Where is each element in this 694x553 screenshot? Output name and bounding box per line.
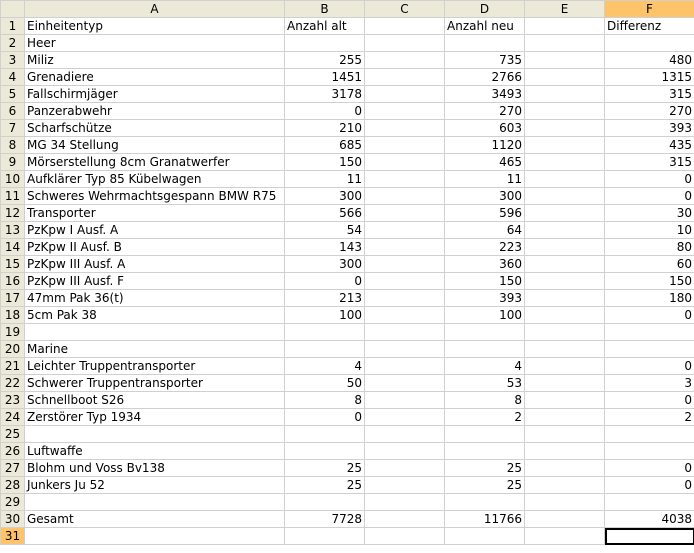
cell-b[interactable]: 54 xyxy=(285,222,365,239)
cell-b[interactable] xyxy=(285,426,365,443)
table-row xyxy=(1,188,694,205)
row-header[interactable]: 8 xyxy=(1,137,25,154)
row-header[interactable]: 7 xyxy=(1,120,25,137)
cell-d[interactable]: 393 xyxy=(445,290,525,307)
cell-f[interactable]: 393 xyxy=(605,120,694,137)
cell-f[interactable] xyxy=(605,443,694,460)
cell-d[interactable]: 25 xyxy=(445,460,525,477)
row-header[interactable]: 25 xyxy=(1,426,25,443)
table-row xyxy=(1,52,694,69)
cell-a[interactable]: Miliz xyxy=(25,52,285,69)
cell-a[interactable]: Einheitentyp xyxy=(25,18,285,35)
cell-a[interactable]: Schwerer Truppentransporter xyxy=(25,375,285,392)
cell-e[interactable] xyxy=(525,256,605,273)
table-row xyxy=(1,273,694,290)
row-header[interactable]: 6 xyxy=(1,103,25,120)
table-row xyxy=(1,205,694,222)
cell-e[interactable] xyxy=(525,188,605,205)
cell-f[interactable]: 0 xyxy=(605,358,694,375)
cell-b[interactable]: 25 xyxy=(285,477,365,494)
column-header-row xyxy=(1,1,694,18)
cell-e[interactable] xyxy=(525,324,605,341)
table-row xyxy=(1,443,694,460)
cell-d[interactable]: 4 xyxy=(445,358,525,375)
cell-b[interactable]: 566 xyxy=(285,205,365,222)
cell-d[interactable]: 2766 xyxy=(445,69,525,86)
cell-f[interactable]: 435 xyxy=(605,137,694,154)
table-row xyxy=(1,154,694,171)
cell-f[interactable]: 0 xyxy=(605,307,694,324)
cell-a[interactable] xyxy=(25,426,285,443)
cell-e[interactable] xyxy=(525,494,605,511)
cell-d[interactable]: 11766 xyxy=(445,511,525,528)
row-header[interactable]: 20 xyxy=(1,341,25,358)
cell-f[interactable]: 0 xyxy=(605,171,694,188)
cell-b[interactable]: 11 xyxy=(285,171,365,188)
row-header[interactable]: 19 xyxy=(1,324,25,341)
cell-e[interactable] xyxy=(525,18,605,35)
cell-d[interactable]: 3493 xyxy=(445,86,525,103)
table-row xyxy=(1,494,694,511)
cell-c[interactable] xyxy=(365,358,445,375)
cell-b[interactable] xyxy=(285,494,365,511)
cell-f[interactable]: 0 xyxy=(605,188,694,205)
cell-e[interactable] xyxy=(525,239,605,256)
table-row xyxy=(1,86,694,103)
row-header[interactable]: 22 xyxy=(1,375,25,392)
cell-d[interactable]: Anzahl neu xyxy=(445,18,525,35)
cell-f[interactable]: 0 xyxy=(605,460,694,477)
row-header[interactable]: 30 xyxy=(1,511,25,528)
row-header[interactable]: 31 xyxy=(1,528,25,545)
cell-b[interactable]: 100 xyxy=(285,307,365,324)
cell-b[interactable]: 3178 xyxy=(285,86,365,103)
cell-e[interactable] xyxy=(525,528,605,545)
cell-a[interactable]: Transporter xyxy=(25,205,285,222)
table-row xyxy=(1,222,694,239)
cell-a[interactable]: MG 34 Stellung xyxy=(25,137,285,154)
cell-b[interactable]: 0 xyxy=(285,409,365,426)
cell-d[interactable]: 300 xyxy=(445,188,525,205)
cell-b[interactable]: 0 xyxy=(285,273,365,290)
cell-b[interactable]: 255 xyxy=(285,52,365,69)
table-row xyxy=(1,137,694,154)
cell-b[interactable]: 150 xyxy=(285,154,365,171)
cell-c[interactable] xyxy=(365,69,445,86)
cell-c[interactable] xyxy=(365,511,445,528)
row-header[interactable]: 16 xyxy=(1,273,25,290)
cell-e[interactable] xyxy=(525,273,605,290)
cell-e[interactable] xyxy=(525,103,605,120)
cell-b[interactable]: 4 xyxy=(285,358,365,375)
row-header[interactable]: 29 xyxy=(1,494,25,511)
cell-c[interactable] xyxy=(365,307,445,324)
table-row xyxy=(1,392,694,409)
cell-b[interactable]: 210 xyxy=(285,120,365,137)
cell-c[interactable] xyxy=(365,528,445,545)
cell-e[interactable] xyxy=(525,35,605,52)
cell-a[interactable]: Zerstörer Typ 1934 xyxy=(25,409,285,426)
cell-f[interactable] xyxy=(605,35,694,52)
table-row xyxy=(1,511,694,528)
cell-c[interactable] xyxy=(365,18,445,35)
table-row xyxy=(1,307,694,324)
row-header[interactable]: 11 xyxy=(1,188,25,205)
row-header[interactable]: 14 xyxy=(1,239,25,256)
table-row xyxy=(1,69,694,86)
cell-f[interactable]: 180 xyxy=(605,290,694,307)
cell-c[interactable] xyxy=(365,103,445,120)
cell-a[interactable]: PzKpw I Ausf. A xyxy=(25,222,285,239)
cell-a[interactable]: Grenadiere xyxy=(25,69,285,86)
column-header-c[interactable]: C xyxy=(365,1,445,18)
row-header[interactable]: 2 xyxy=(1,35,25,52)
cell-c[interactable] xyxy=(365,137,445,154)
table-row xyxy=(1,324,694,341)
cell-b[interactable] xyxy=(285,528,365,545)
cell-f[interactable]: 480 xyxy=(605,52,694,69)
row-header[interactable]: 27 xyxy=(1,460,25,477)
cell-b[interactable]: 1451 xyxy=(285,69,365,86)
cell-c[interactable] xyxy=(365,477,445,494)
cell-a[interactable] xyxy=(25,494,285,511)
cell-e[interactable] xyxy=(525,154,605,171)
cell-b[interactable] xyxy=(285,443,365,460)
cell-a[interactable]: PzKpw III Ausf. F xyxy=(25,273,285,290)
cell-d[interactable]: 25 xyxy=(445,477,525,494)
row-header[interactable]: 17 xyxy=(1,290,25,307)
cell-c[interactable] xyxy=(365,409,445,426)
cell-d[interactable] xyxy=(445,426,525,443)
cell-c[interactable] xyxy=(365,375,445,392)
cell-a[interactable]: Gesamt xyxy=(25,511,285,528)
cell-e[interactable] xyxy=(525,443,605,460)
cell-d[interactable]: 465 xyxy=(445,154,525,171)
cell-e[interactable] xyxy=(525,460,605,477)
cell-c[interactable] xyxy=(365,188,445,205)
cell-f[interactable]: 30 xyxy=(605,205,694,222)
cell-a[interactable] xyxy=(25,324,285,341)
cell-c[interactable] xyxy=(365,290,445,307)
row-header[interactable]: 13 xyxy=(1,222,25,239)
cell-a[interactable]: Panzerabwehr xyxy=(25,103,285,120)
cell-b[interactable]: 25 xyxy=(285,460,365,477)
cell-b[interactable]: 0 xyxy=(285,103,365,120)
row-header[interactable]: 26 xyxy=(1,443,25,460)
cell-a[interactable]: Schweres Wehrmachtsgespann BMW R75 xyxy=(25,188,285,205)
cell-e[interactable] xyxy=(525,52,605,69)
cell-a[interactable]: Marine xyxy=(25,341,285,358)
table-row xyxy=(1,375,694,392)
cell-d[interactable]: 270 xyxy=(445,103,525,120)
row-header[interactable]: 23 xyxy=(1,392,25,409)
cell-e[interactable] xyxy=(525,358,605,375)
cell-b[interactable]: Anzahl alt xyxy=(285,18,365,35)
cell-d[interactable] xyxy=(445,324,525,341)
table-row xyxy=(1,477,694,494)
cell-c[interactable] xyxy=(365,120,445,137)
cell-f[interactable]: 1315 xyxy=(605,69,694,86)
table-row xyxy=(1,120,694,137)
table-row xyxy=(1,358,694,375)
grid-body xyxy=(1,18,694,545)
row-header[interactable]: 1 xyxy=(1,18,25,35)
cell-a[interactable]: Mörserstellung 8cm Granatwerfer xyxy=(25,154,285,171)
cell-e[interactable] xyxy=(525,511,605,528)
select-all-corner[interactable] xyxy=(1,1,25,18)
row-header[interactable]: 4 xyxy=(1,69,25,86)
cell-d[interactable] xyxy=(445,528,525,545)
cell-b[interactable]: 213 xyxy=(285,290,365,307)
cell-c[interactable] xyxy=(365,460,445,477)
cell-d[interactable] xyxy=(445,35,525,52)
cell-b[interactable]: 143 xyxy=(285,239,365,256)
cell-f[interactable]: 0 xyxy=(605,392,694,409)
cell-a[interactable]: Fallschirmjäger xyxy=(25,86,285,103)
cell-c[interactable] xyxy=(365,52,445,69)
table-row xyxy=(1,409,694,426)
cell-b[interactable] xyxy=(285,35,365,52)
cell-f[interactable]: 60 xyxy=(605,256,694,273)
cell-f[interactable]: 150 xyxy=(605,273,694,290)
table-row xyxy=(1,35,694,52)
cell-b[interactable] xyxy=(285,341,365,358)
table-row xyxy=(1,460,694,477)
cell-b[interactable]: 300 xyxy=(285,188,365,205)
table-row xyxy=(1,290,694,307)
cell-f[interactable] xyxy=(605,494,694,511)
row-header[interactable]: 18 xyxy=(1,307,25,324)
column-header-f[interactable]: F xyxy=(605,1,694,18)
cell-e[interactable] xyxy=(525,120,605,137)
row-header[interactable]: 24 xyxy=(1,409,25,426)
cell-a[interactable]: Leichter Truppentransporter xyxy=(25,358,285,375)
cell-a[interactable] xyxy=(25,528,285,545)
row-header[interactable]: 21 xyxy=(1,358,25,375)
cell-e[interactable] xyxy=(525,392,605,409)
cell-a[interactable]: Blohm und Voss Bv138 xyxy=(25,460,285,477)
row-header[interactable]: 12 xyxy=(1,205,25,222)
cell-a[interactable]: 5cm Pak 38 xyxy=(25,307,285,324)
cell-a[interactable]: Schnellboot S26 xyxy=(25,392,285,409)
row-header[interactable]: 28 xyxy=(1,477,25,494)
cell-c[interactable] xyxy=(365,426,445,443)
cell-d[interactable]: 100 xyxy=(445,307,525,324)
cell-c[interactable] xyxy=(365,239,445,256)
cell-f[interactable]: 3 xyxy=(605,375,694,392)
cell-f[interactable]: 315 xyxy=(605,154,694,171)
table-row xyxy=(1,256,694,273)
cell-c[interactable] xyxy=(365,35,445,52)
cell-d[interactable]: 596 xyxy=(445,205,525,222)
cell-e[interactable] xyxy=(525,171,605,188)
cell-d[interactable] xyxy=(445,443,525,460)
cell-e[interactable] xyxy=(525,409,605,426)
cell-d[interactable]: 64 xyxy=(445,222,525,239)
cell-d[interactable]: 2 xyxy=(445,409,525,426)
cell-d[interactable]: 53 xyxy=(445,375,525,392)
cell-e[interactable] xyxy=(525,307,605,324)
row-header[interactable]: 15 xyxy=(1,256,25,273)
cell-f[interactable]: 315 xyxy=(605,86,694,103)
cell-c[interactable] xyxy=(365,256,445,273)
cell-f[interactable]: 270 xyxy=(605,103,694,120)
cell-e[interactable] xyxy=(525,426,605,443)
cell-b[interactable]: 7728 xyxy=(285,511,365,528)
cell-e[interactable] xyxy=(525,477,605,494)
cell-e[interactable] xyxy=(525,86,605,103)
column-header-a[interactable]: A xyxy=(25,1,285,18)
cell-d[interactable]: 735 xyxy=(445,52,525,69)
cell-e[interactable] xyxy=(525,205,605,222)
cell-a[interactable]: 47mm Pak 36(t) xyxy=(25,290,285,307)
cell-f[interactable]: 4038 xyxy=(605,511,694,528)
table-row xyxy=(1,239,694,256)
cell-f[interactable]: Differenz xyxy=(605,18,694,35)
cell-c[interactable] xyxy=(365,154,445,171)
table-row xyxy=(1,341,694,358)
cell-b[interactable]: 685 xyxy=(285,137,365,154)
cell-f[interactable] xyxy=(605,528,694,545)
table-row xyxy=(1,18,694,35)
cell-c[interactable] xyxy=(365,392,445,409)
cell-d[interactable]: 603 xyxy=(445,120,525,137)
table-row xyxy=(1,528,694,545)
cell-c[interactable] xyxy=(365,443,445,460)
cell-d[interactable]: 223 xyxy=(445,239,525,256)
cell-f[interactable] xyxy=(605,426,694,443)
cell-a[interactable]: Aufklärer Typ 85 Kübelwagen xyxy=(25,171,285,188)
cell-f[interactable]: 80 xyxy=(605,239,694,256)
table-row xyxy=(1,426,694,443)
cell-a[interactable]: PzKpw II Ausf. B xyxy=(25,239,285,256)
cell-f[interactable] xyxy=(605,341,694,358)
cell-e[interactable] xyxy=(525,375,605,392)
cell-d[interactable] xyxy=(445,341,525,358)
cell-d[interactable]: 150 xyxy=(445,273,525,290)
cell-c[interactable] xyxy=(365,273,445,290)
cell-e[interactable] xyxy=(525,137,605,154)
cell-f[interactable]: 10 xyxy=(605,222,694,239)
cell-f[interactable] xyxy=(605,324,694,341)
cell-a[interactable]: PzKpw III Ausf. A xyxy=(25,256,285,273)
table-row xyxy=(1,171,694,188)
table-row xyxy=(1,103,694,120)
row-header[interactable]: 5 xyxy=(1,86,25,103)
row-header[interactable]: 3 xyxy=(1,52,25,69)
cell-b[interactable]: 50 xyxy=(285,375,365,392)
cell-b[interactable]: 300 xyxy=(285,256,365,273)
column-header-e[interactable]: E xyxy=(525,1,605,18)
cell-b[interactable]: 8 xyxy=(285,392,365,409)
row-header[interactable]: 9 xyxy=(1,154,25,171)
cell-c[interactable] xyxy=(365,222,445,239)
cell-c[interactable] xyxy=(365,171,445,188)
cell-a[interactable]: Scharfschütze xyxy=(25,120,285,137)
cell-c[interactable] xyxy=(365,494,445,511)
cell-d[interactable]: 11 xyxy=(445,171,525,188)
cell-a[interactable]: Luftwaffe xyxy=(25,443,285,460)
cell-d[interactable]: 8 xyxy=(445,392,525,409)
cell-d[interactable]: 360 xyxy=(445,256,525,273)
cell-f[interactable]: 2 xyxy=(605,409,694,426)
cell-c[interactable] xyxy=(365,205,445,222)
cell-f[interactable]: 0 xyxy=(605,477,694,494)
cell-c[interactable] xyxy=(365,86,445,103)
cell-a[interactable]: Junkers Ju 52 xyxy=(25,477,285,494)
cell-c[interactable] xyxy=(365,341,445,358)
cell-b[interactable] xyxy=(285,324,365,341)
cell-a[interactable]: Heer xyxy=(25,35,285,52)
column-header-d[interactable]: D xyxy=(445,1,525,18)
cell-c[interactable] xyxy=(365,324,445,341)
cell-e[interactable] xyxy=(525,69,605,86)
cell-d[interactable] xyxy=(445,494,525,511)
cell-e[interactable] xyxy=(525,222,605,239)
cell-e[interactable] xyxy=(525,341,605,358)
cell-e[interactable] xyxy=(525,290,605,307)
column-header-b[interactable]: B xyxy=(285,1,365,18)
cell-d[interactable]: 1120 xyxy=(445,137,525,154)
row-header[interactable]: 10 xyxy=(1,171,25,188)
